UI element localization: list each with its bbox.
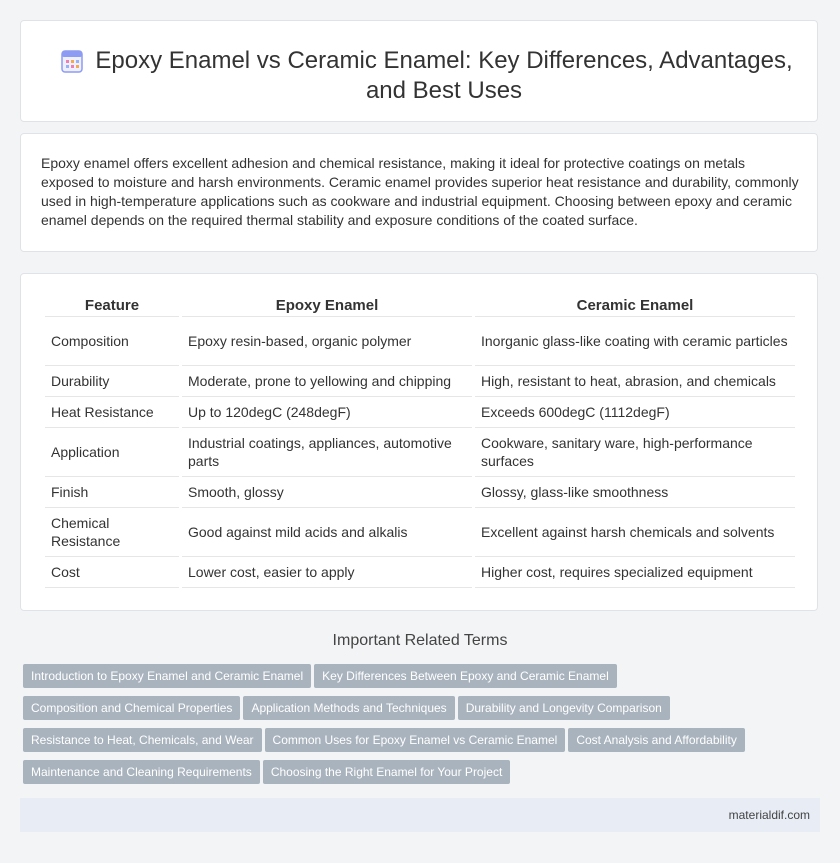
related-terms-title: Important Related Terms <box>332 632 508 649</box>
feature-cell: Durability <box>45 366 179 397</box>
header-epoxy: Epoxy Enamel <box>182 293 472 317</box>
epoxy-cell: Industrial coatings, appliances, automotive parts <box>182 428 472 477</box>
table-header-row <box>45 293 795 317</box>
ceramic-cell: Excellent against harsh chemicals and solvents <box>475 508 795 557</box>
related-term-tag[interactable]: Resistance to Heat, Chemicals, and Wear <box>23 728 262 752</box>
related-term-tag[interactable]: Cost Analysis and Affordability <box>568 728 745 752</box>
ceramic-cell: Higher cost, requires specialized equipment <box>475 557 795 588</box>
table-row <box>45 397 795 428</box>
table-row <box>45 477 795 508</box>
intro-text: Epoxy enamel offers excellent adhesion and chemical resistance, making it ideal for protective coatings on metals exposed to moisture and harsh environments. Ceramic enamel provides superior heat resistance and durability, commonly used in high-temperature applications such as cookware and industrial equipment. Choosing between epoxy and ceramic enamel depends on the required thermal stability and exposure conditions of the coated surface. <box>41 155 799 228</box>
epoxy-cell: Smooth, glossy <box>182 477 472 508</box>
intro-card <box>20 133 818 252</box>
epoxy-cell: Good against mild acids and alkalis <box>182 508 472 557</box>
table-row <box>45 557 795 588</box>
related-term-tag[interactable]: Application Methods and Techniques <box>243 696 454 720</box>
table-row <box>45 508 795 557</box>
table-row <box>45 366 795 397</box>
related-term-tag[interactable]: Durability and Longevity Comparison <box>458 696 670 720</box>
related-term-tag[interactable]: Composition and Chemical Properties <box>23 696 240 720</box>
related-term-tag[interactable]: Key Differences Between Epoxy and Ceramic Enamel <box>314 664 617 688</box>
calendar-grid-icon <box>61 49 83 73</box>
related-terms-list <box>23 664 783 792</box>
ceramic-cell: Exceeds 600degC (1112degF) <box>475 397 795 428</box>
comparison-table <box>42 293 798 588</box>
ceramic-cell: Cookware, sanitary ware, high-performance surfaces <box>475 428 795 477</box>
footer-bar <box>20 798 820 832</box>
page-title: Epoxy Enamel vs Ceramic Enamel: Key Differences, Advantages, and Best Uses <box>95 47 793 104</box>
feature-cell: Finish <box>45 477 179 508</box>
related-term-tag[interactable]: Introduction to Epoxy Enamel and Ceramic Enamel <box>23 664 311 688</box>
ceramic-cell: High, resistant to heat, abrasion, and chemicals <box>475 366 795 397</box>
footer-site[interactable]: materialdif.com <box>728 808 810 822</box>
comparison-card <box>20 273 818 611</box>
feature-cell: Application <box>45 428 179 477</box>
table-row <box>45 317 795 366</box>
related-term-tag[interactable]: Maintenance and Cleaning Requirements <box>23 760 260 784</box>
header-feature: Feature <box>45 293 179 317</box>
table-row <box>45 428 795 477</box>
feature-cell: Composition <box>45 317 179 366</box>
epoxy-cell: Moderate, prone to yellowing and chipping <box>182 366 472 397</box>
related-term-tag[interactable]: Choosing the Right Enamel for Your Project <box>263 760 510 784</box>
feature-cell: Cost <box>45 557 179 588</box>
header-ceramic: Ceramic Enamel <box>475 293 795 317</box>
epoxy-cell: Epoxy resin-based, organic polymer <box>182 317 472 366</box>
ceramic-cell: Inorganic glass-like coating with ceramic particles <box>475 317 795 366</box>
related-term-tag[interactable]: Common Uses for Epoxy Enamel vs Ceramic Enamel <box>265 728 566 752</box>
feature-cell: Heat Resistance <box>45 397 179 428</box>
ceramic-cell: Glossy, glass-like smoothness <box>475 477 795 508</box>
epoxy-cell: Lower cost, easier to apply <box>182 557 472 588</box>
header-card <box>20 20 818 122</box>
epoxy-cell: Up to 120degC (248degF) <box>182 397 472 428</box>
feature-cell: Chemical Resistance <box>45 508 179 557</box>
